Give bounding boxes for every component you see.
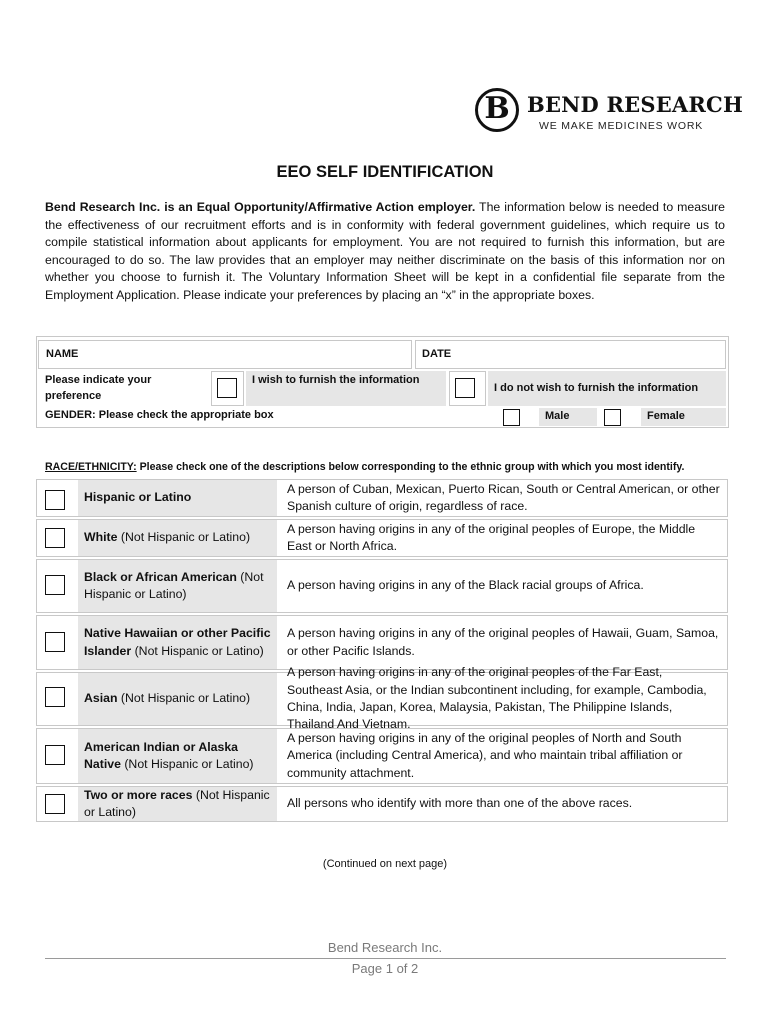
race-description: A person having origins in any of the original peoples of Hawaii, Guam, Samoa, or other Pacific Islands. — [287, 626, 719, 658]
race-checkbox-cell — [37, 560, 75, 612]
gender-label: GENDER: Please check the appropriate box — [45, 409, 274, 421]
race-name — [78, 729, 277, 783]
race-name-rest: (Not Hispanic or Latino) — [84, 787, 270, 819]
intro-text: The information below is needed to measure the effectiveness of our recruitment efforts and is in conformity with federal government guidelines, which require us to compile statistical information about applicants for employment. You are not required to furnish this information, but are encouraged to do so. The law provides that an employer may neither discriminate on the basis of this information nor on whether you choose to furnish it. The Voluntary Information Sheet will be kept in a confidential file separate from the Employment Application. Please indicate your preferences by placing an “x” in the appropriate boxes. — [45, 200, 725, 302]
race-name-bold: Asian — [84, 691, 118, 706]
race-name-bold: Hispanic or Latino — [84, 490, 192, 505]
race-checkbox-two-or-more[interactable] — [45, 794, 65, 814]
race-row-asian — [36, 665, 728, 732]
company-logo — [475, 88, 744, 140]
no-furnish-label: I do not wish to furnish the information — [488, 371, 726, 406]
female-label: Female — [641, 408, 726, 426]
race-name — [78, 616, 277, 669]
race-row-white — [36, 519, 728, 557]
race-checkbox-cell — [37, 729, 75, 783]
female-checkbox[interactable] — [604, 409, 621, 426]
race-description: A person of Cuban, Mexican, Puerto Rican, South or Central American, or other Spanish culture of origin, regardless of race. — [287, 481, 720, 513]
footer-company: Bend Research Inc. — [327, 940, 443, 955]
race-name-bold: Native Hawaiian or other Pacific Islander — [84, 626, 271, 658]
race-name-rest: (Not Hispanic or Latino) — [117, 691, 251, 706]
race-name — [78, 673, 277, 725]
race-checkbox-pacific-islander[interactable] — [45, 632, 65, 652]
race-description: A person having origins in any of the original peoples of Europe, the Middle East or North Africa. — [287, 521, 696, 553]
date-field[interactable] — [415, 340, 726, 369]
race-checkbox-cell — [37, 616, 75, 669]
race-name-bold: American Indian or Alaska Native — [84, 739, 238, 771]
race-name — [78, 787, 277, 821]
male-label: Male — [539, 408, 597, 426]
race-section-header — [45, 461, 684, 473]
race-row-pacific-islander — [36, 615, 728, 670]
intro-paragraph — [45, 199, 725, 304]
continued-note: (Continued on next page) — [322, 858, 448, 870]
intro-bold: Bend Research Inc. is an Equal Opportunity/Affirmative Action employer. — [45, 200, 476, 214]
race-row-two-or-more — [36, 786, 728, 822]
no-furnish-checkbox[interactable] — [455, 378, 475, 398]
race-checkbox-cell — [37, 480, 75, 516]
race-row-black — [36, 559, 728, 613]
furnish-checkbox[interactable] — [217, 378, 237, 398]
name-label: NAME — [46, 348, 79, 360]
race-name — [78, 520, 277, 556]
race-name-rest: (Not Hispanic or Latino) — [120, 757, 254, 771]
race-name-rest: (Not Hispanic or Latino) — [84, 569, 264, 601]
race-name — [78, 480, 277, 516]
furnish-label: I wish to furnish the information — [246, 371, 446, 406]
race-checkbox-cell — [37, 673, 75, 725]
logo-name: BEND RESEARCH — [527, 92, 744, 117]
race-name-bold: Two or more races — [84, 787, 193, 802]
race-checkbox-american-indian[interactable] — [45, 745, 65, 765]
race-description: A person having origins in any of the original peoples of North and South America (including Central America), and who maintain tribal affiliation or community attachment. — [287, 731, 683, 780]
race-checkbox-cell — [37, 520, 75, 556]
race-row-hispanic — [36, 479, 728, 517]
race-name-rest: (Not Hispanic or Latino) — [131, 643, 264, 658]
date-label: DATE — [422, 348, 452, 360]
race-header-instructions: Please check one of the descriptions below corresponding to the ethnic group with which you most identify. — [136, 461, 685, 473]
preference-label: Please indicate your preference — [45, 374, 152, 402]
race-row-american-indian — [36, 728, 728, 784]
race-description: A person having origins in any of the original peoples of the Far East, Southeast Asia, or the Indian subcontinent including, for example, Cambodia, China, India, Japan, Korea, Malaysia, Pakistan, The Philippine Islands, Thailand And Vietnam. — [287, 665, 707, 732]
race-description: All persons who identify with more than one of the above races. — [287, 796, 633, 811]
logo-letter: B — [484, 91, 510, 126]
race-header-label: RACE/ETHNICITY: — [45, 461, 137, 473]
race-name-bold: Black or African American — [84, 569, 237, 584]
logo-tagline: WE MAKE MEDICINES WORK — [539, 120, 704, 132]
race-checkbox-hispanic[interactable] — [45, 490, 65, 510]
male-checkbox[interactable] — [503, 409, 520, 426]
race-checkbox-asian[interactable] — [45, 687, 65, 707]
footer-page-number: Page 1 of 2 — [351, 961, 419, 976]
race-name-bold: White — [84, 530, 118, 545]
race-name-rest: (Not Hispanic or Latino) — [117, 530, 251, 545]
race-name — [78, 560, 277, 612]
page-title: EEO SELF IDENTIFICATION — [276, 163, 494, 181]
race-checkbox-black[interactable] — [45, 575, 65, 595]
race-checkbox-cell — [37, 787, 75, 821]
name-field[interactable] — [38, 340, 412, 369]
race-checkbox-white[interactable] — [45, 528, 65, 548]
footer-divider — [45, 958, 726, 959]
race-description: A person having origins in any of the Black racial groups of Africa. — [287, 578, 644, 593]
